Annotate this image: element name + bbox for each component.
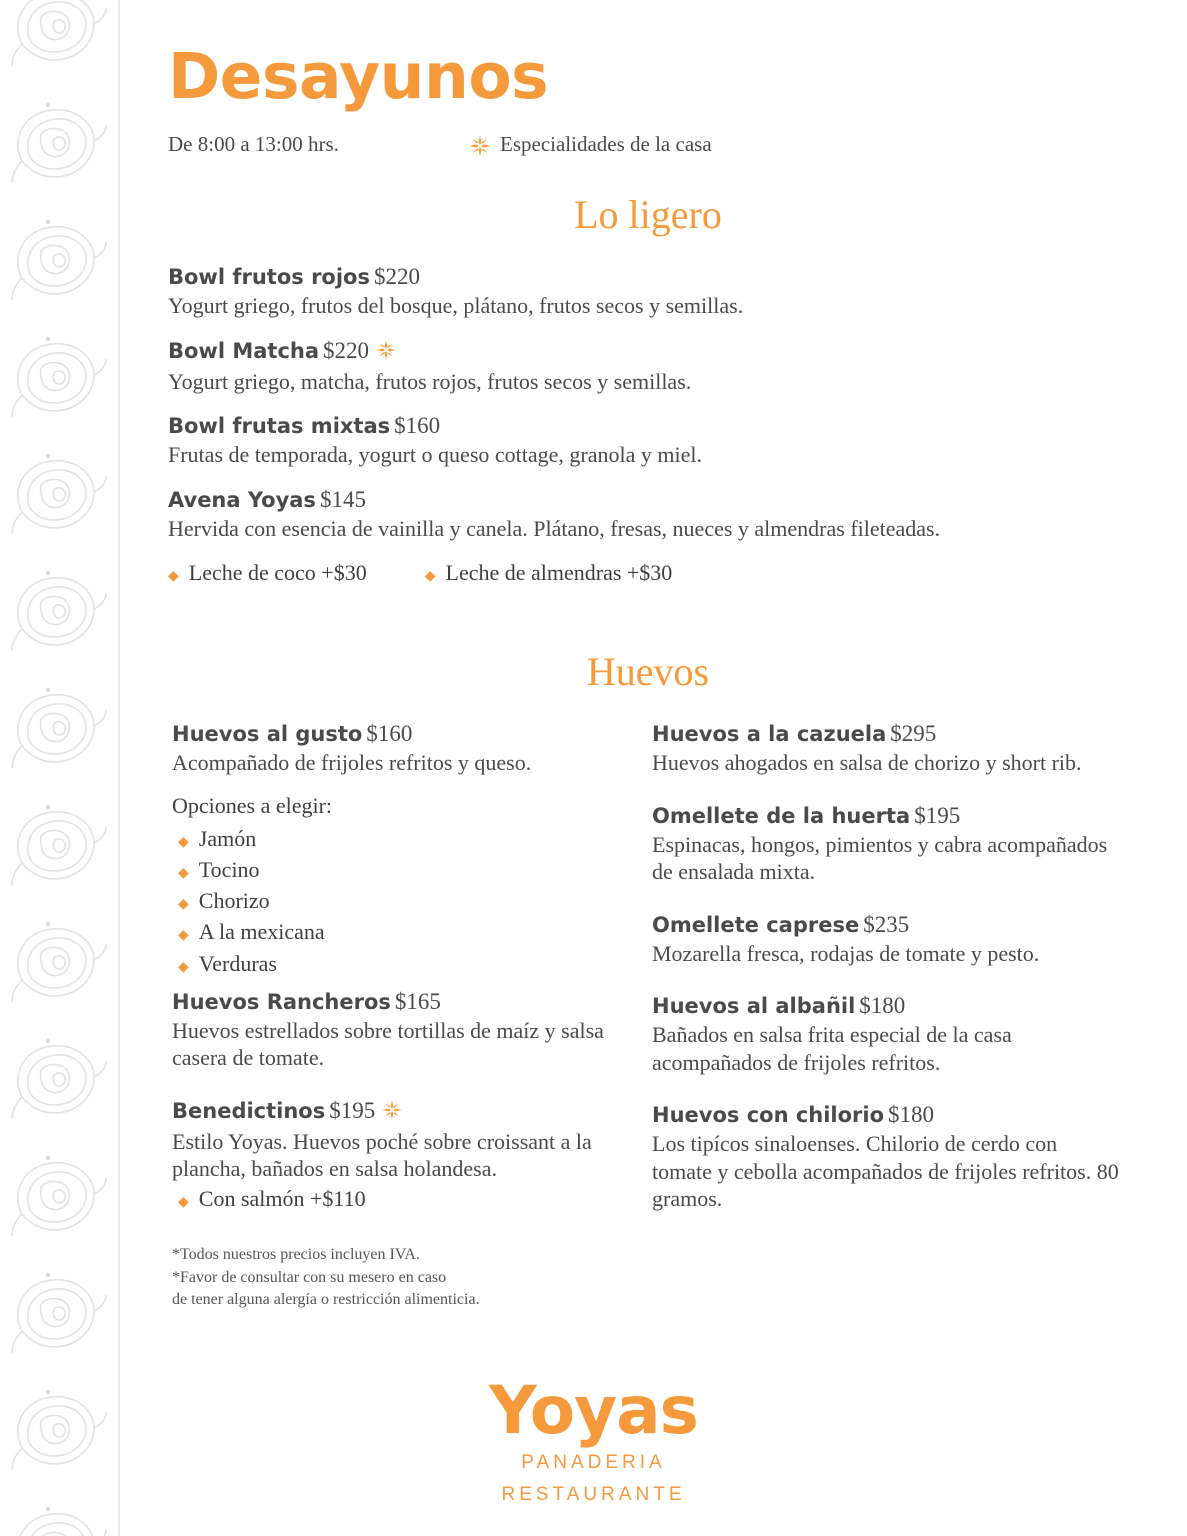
huevos-columns — [168, 721, 1128, 1312]
section-heading-lo-ligero: Lo ligero — [574, 192, 722, 238]
menu-item — [168, 338, 1128, 396]
menu-item-name: Omellete de la huerta — [652, 803, 911, 828]
menu-item — [168, 264, 1128, 320]
list-item — [172, 916, 624, 947]
list-item — [172, 885, 624, 916]
menu-item-description: Yogurt griego, matcha, frutos rojos, frutos secos y semillas. — [168, 368, 692, 394]
specialty-legend — [468, 132, 712, 157]
list-item — [172, 823, 624, 854]
menu-item — [172, 989, 624, 1072]
benedictinos-addon-list — [172, 1183, 624, 1214]
options-label: Opciones a elegir: — [172, 792, 333, 818]
menu-item-price: $145 — [319, 486, 366, 512]
option-label: Verduras — [198, 950, 277, 976]
brand-tagline-line2: RESTAURANTE — [501, 1483, 686, 1505]
bullet-icon: ◆ — [178, 1194, 189, 1210]
menu-item-description: Huevos estrellados sobre tortillas de maíz y salsa casera de tomate. — [172, 1017, 604, 1071]
specialty-star-icon — [468, 134, 490, 156]
bullet-icon: ◆ — [178, 959, 189, 975]
addon-label: Con salmón +$110 — [198, 1185, 366, 1211]
menu-item-name: Huevos a la cazuela — [652, 722, 887, 747]
egg-options-list — [172, 823, 624, 979]
menu-item — [172, 1098, 624, 1214]
specialty-star-icon — [381, 1099, 403, 1126]
lo-ligero-items — [168, 264, 1128, 586]
menu-item-description: Hervida con esencia de vainilla y canela. Plátano, fresas, nueces y almendras fileteadas. — [168, 515, 941, 541]
header-subline — [168, 132, 1128, 157]
bullet-icon: ◆ — [178, 865, 189, 881]
menu-item-price: $220 — [323, 337, 370, 363]
menu-item-description: Los tipícos sinaloenses. Chilorio de cerdo con tomate y cebolla acompañados de frijoles refritos. 80 gramos. — [652, 1131, 1119, 1212]
note-line: *Todos nuestros precios incluyen IVA. — [172, 1246, 420, 1264]
specialty-legend-label: Especialidades de la casa — [500, 132, 712, 157]
brand-footer — [0, 1372, 1187, 1507]
menu-item-name: Huevos con chilorio — [652, 1103, 885, 1128]
menu-item-price: $180 — [859, 993, 906, 1019]
menu-item — [168, 413, 1128, 469]
note-line: *Favor de consultar con su mesero en caso — [172, 1268, 447, 1286]
menu-item-name: Huevos al gusto — [172, 722, 363, 747]
list-item — [172, 854, 624, 885]
huevos-left-column — [168, 721, 624, 1312]
menu-item-description: Acompañado de frijoles refritos y queso. — [172, 750, 532, 776]
note-line: de tener alguna alergía o restricción alimenticia. — [172, 1291, 480, 1309]
menu-item-price: $160 — [366, 721, 413, 747]
specialty-star-icon — [375, 339, 397, 366]
bullet-icon: ◆ — [178, 834, 189, 850]
menu-item-description: Huevos ahogados en salsa de chorizo y short rib. — [652, 750, 1082, 776]
menu-item-name: Bowl frutos rojos — [168, 265, 370, 290]
option-label: Tocino — [198, 856, 260, 882]
menu-item-name: Bowl frutas mixtas — [168, 414, 391, 439]
brand-wordmark: Yoyas — [489, 1372, 698, 1449]
menu-notes — [172, 1244, 624, 1312]
menu-item — [172, 721, 624, 777]
menu-item-price: $165 — [394, 988, 441, 1014]
menu-item-description: Estilo Yoyas. Huevos poché sobre croissant a la plancha, bañados en salsa holandesa. — [172, 1128, 592, 1182]
huevos-right-column — [624, 721, 1122, 1312]
menu-item-name: Huevos al albañil — [652, 994, 856, 1019]
brand-tagline-line1: PANADERIA — [521, 1452, 666, 1473]
bullet-icon: ◆ — [178, 928, 189, 944]
menu-item — [652, 912, 1122, 968]
service-hours: De 8:00 a 13:00 hrs. — [168, 132, 339, 157]
option-label: Jamón — [198, 825, 257, 851]
menu-item-description: Frutas de temporada, yogurt o queso cottage, granola y miel. — [168, 442, 702, 468]
page-title: Desayunos — [168, 40, 549, 113]
milk-addons — [168, 560, 1128, 586]
addon-option — [425, 560, 673, 586]
section-heading-huevos: Huevos — [586, 649, 710, 695]
menu-item-price: $160 — [394, 413, 441, 439]
addon-label: Leche de coco +$30 — [188, 560, 367, 586]
menu-item-price: $295 — [890, 721, 937, 747]
menu-item-name: Avena Yoyas — [168, 487, 316, 512]
menu-item — [652, 1102, 1122, 1213]
menu-item-description: Mozarella fresca, rodajas de tomate y pesto. — [652, 940, 1040, 966]
addon-option — [168, 560, 367, 586]
list-item — [172, 1183, 624, 1214]
menu-item — [652, 993, 1122, 1076]
addon-label: Leche de almendras +$30 — [445, 560, 673, 586]
menu-item-name: Huevos Rancheros — [172, 989, 391, 1014]
menu-item-price: $195 — [329, 1097, 376, 1123]
option-label: Chorizo — [198, 888, 270, 914]
menu-item-description: Espinacas, hongos, pimientos y cabra acompañados de ensalada mixta. — [652, 831, 1108, 885]
option-label: A la mexicana — [198, 919, 325, 945]
menu-item — [168, 487, 1128, 543]
menu-content — [168, 0, 1128, 1312]
list-item — [172, 948, 624, 979]
menu-item-price: $220 — [373, 264, 420, 290]
menu-item — [652, 721, 1122, 777]
menu-item-name: Omellete caprese — [652, 912, 860, 937]
menu-item-price: $235 — [863, 911, 910, 937]
menu-item-name: Bowl Matcha — [168, 338, 320, 363]
menu-item-price: $195 — [914, 802, 961, 828]
bullet-icon: ◆ — [424, 569, 436, 585]
menu-item-description: Yogurt griego, frutos del bosque, plátano, frutos secos y semillas. — [168, 293, 744, 319]
menu-item — [652, 803, 1122, 886]
menu-item-price: $180 — [888, 1102, 935, 1128]
menu-item-description: Bañados en salsa frita especial de la casa acompañados de frijoles refritos. — [652, 1022, 1012, 1075]
bullet-icon: ◆ — [168, 569, 179, 585]
menu-item-name: Benedictinos — [172, 1098, 326, 1123]
bullet-icon: ◆ — [178, 897, 189, 913]
